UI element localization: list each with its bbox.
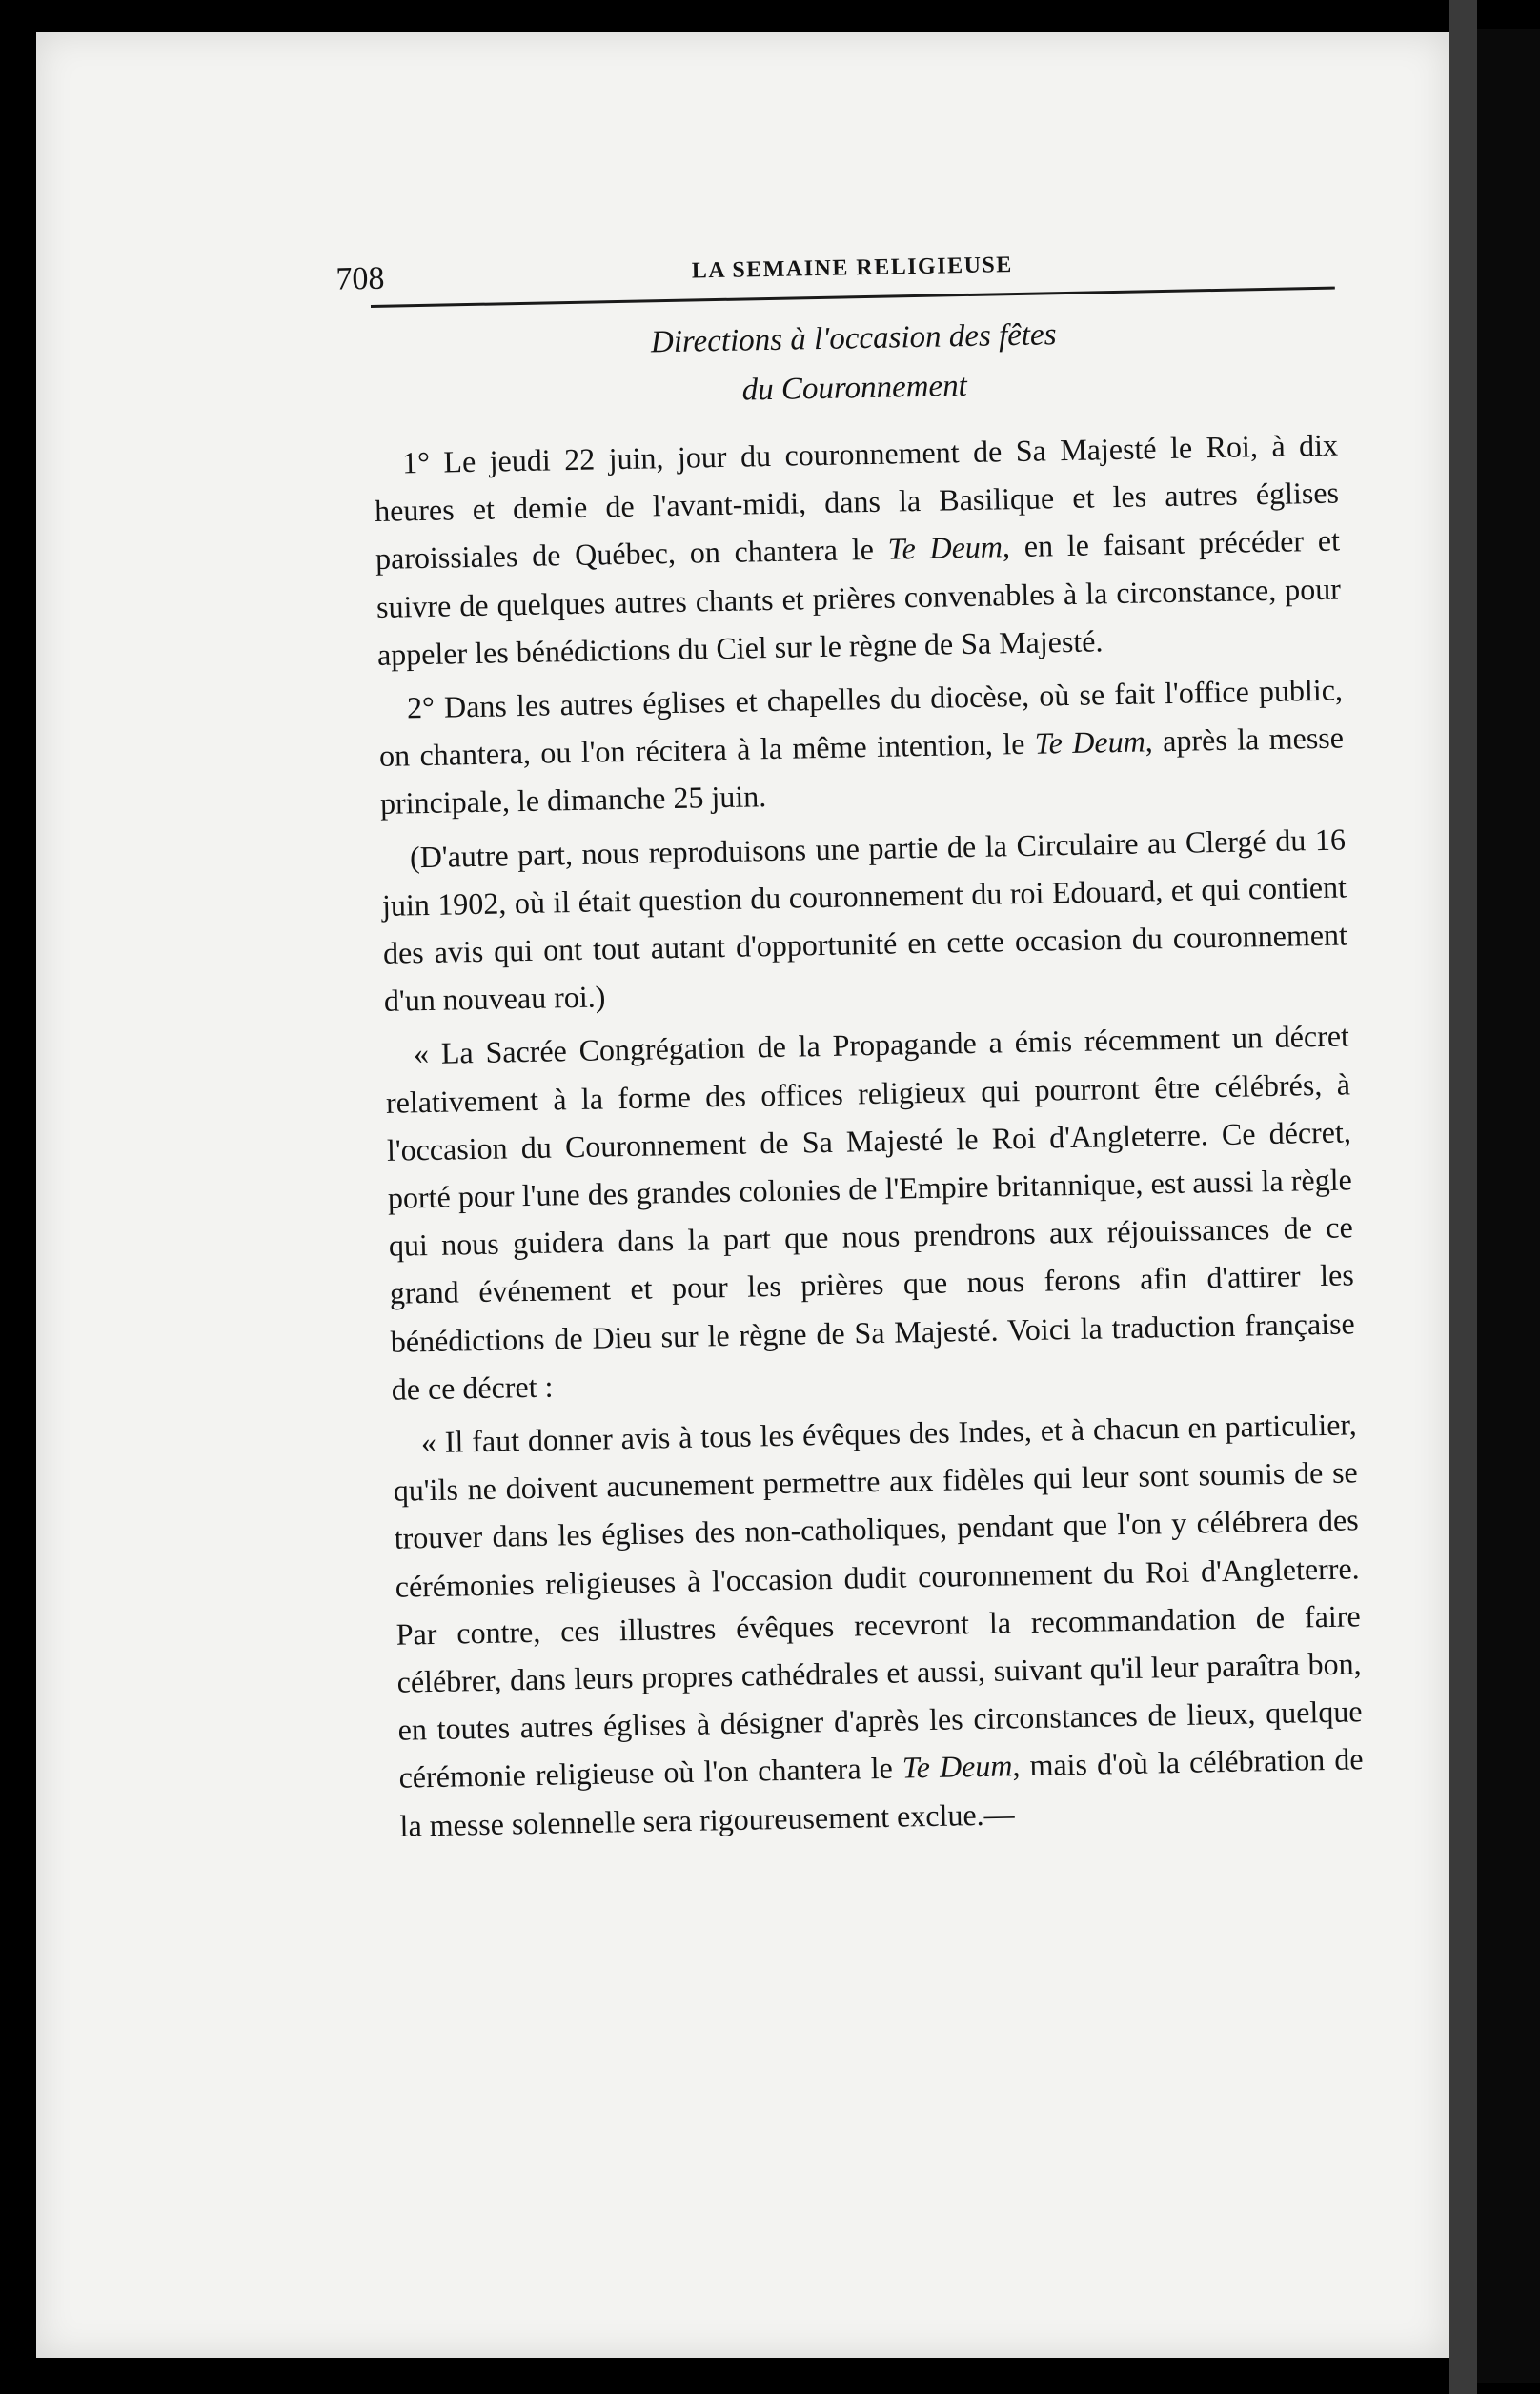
te-deum-term: Te Deum xyxy=(887,529,1003,567)
paragraph-1: 1° Le jeudi 22 juin, jour du couronnement de Sa Majesté le Roi, à dix heures et demie de l'avant-midi, dans la Basilique et les autres églises paroissiales de Québec, on chantera le Te Deum, en le faisant précéder et suivre de quelques autres chants et prières convenables à la circonstance, pour appeler les bénédictions du Ciel sur le règne de Sa Majesté. xyxy=(374,427,1342,672)
paragraph-4: « La Sacrée Congrégation de la Propagande a émis récemment un décret relativement à la forme des offices religieux qui pourront être célébrés, à l'occasion du Couronnement de Sa Majesté le Roi d'Angleterre. Ce décret, porté pour l'une des grandes colonies de l'Empire britannique, est aussi la règle qui nous guidera dans la part que nous prendrons aux réjouissances de ce grand événement et pour les prières que nous ferons afin d'attirer les bénédictions de Dieu sur le règne de Sa Majesté. Voici la traduction française de ce décret : xyxy=(385,1018,1355,1407)
paragraph-3: (D'autre part, nous reproduisons une partie de la Circulaire au Clergé du 16 juin 1902, où il était question du couronnement du roi Edouard, et qui contient des avis qui ont tout autant d'opportunité en cette occasion du couronnement d'un nouveau roi.) xyxy=(381,822,1348,1019)
page-edge-shadow xyxy=(1449,0,1477,2394)
scan-border xyxy=(1477,29,1540,2383)
running-title: LA SEMAINE RELIGIEUSE xyxy=(691,253,1013,284)
paragraph-5: « Il faut donner avis à tous les évêques des Indes, et à chacun en particulier, qu'ils ne doivent aucunement permettre aux fidèles qui leur sont soumis de se trouver dans les églises des non-catholiques, pendant que l'on y célébrera des cérémonies religieuses à l'occasion dudit couronnement du Roi d'Angleterre. Par contre, ces illustres évêques recevront la recommandation de faire célébrer, dans leurs propres cathédrales et aussi, suivant qu'il leur paraîtra bon, en toutes autres églises à désigner d'après les circonstances de lieux, quelque cérémonie religieuse où l'on chantera le Te Deum, mais d'où la célébration de la messe solennelle sera rigoureusement exclue.— xyxy=(393,1407,1364,1843)
section-title-line-2: du Couronnement xyxy=(741,368,968,408)
page-content xyxy=(335,239,1370,2163)
article-body xyxy=(374,421,1365,1850)
te-deum-term: Te Deum xyxy=(902,1748,1013,1786)
section-title xyxy=(371,305,1337,422)
page-number: 708 xyxy=(335,260,385,297)
te-deum-term: Te Deum xyxy=(1034,723,1146,761)
section-title-line-1: Directions à l'occasion des fêtes xyxy=(650,317,1057,360)
paragraph-2: 2° Dans les autres églises et chapelles du diocèse, où se fait l'office public, on chantera, ou l'on récitera à la même intention, le Te Deum, après la messe principale, le dimanche 25 juin. xyxy=(378,672,1345,822)
